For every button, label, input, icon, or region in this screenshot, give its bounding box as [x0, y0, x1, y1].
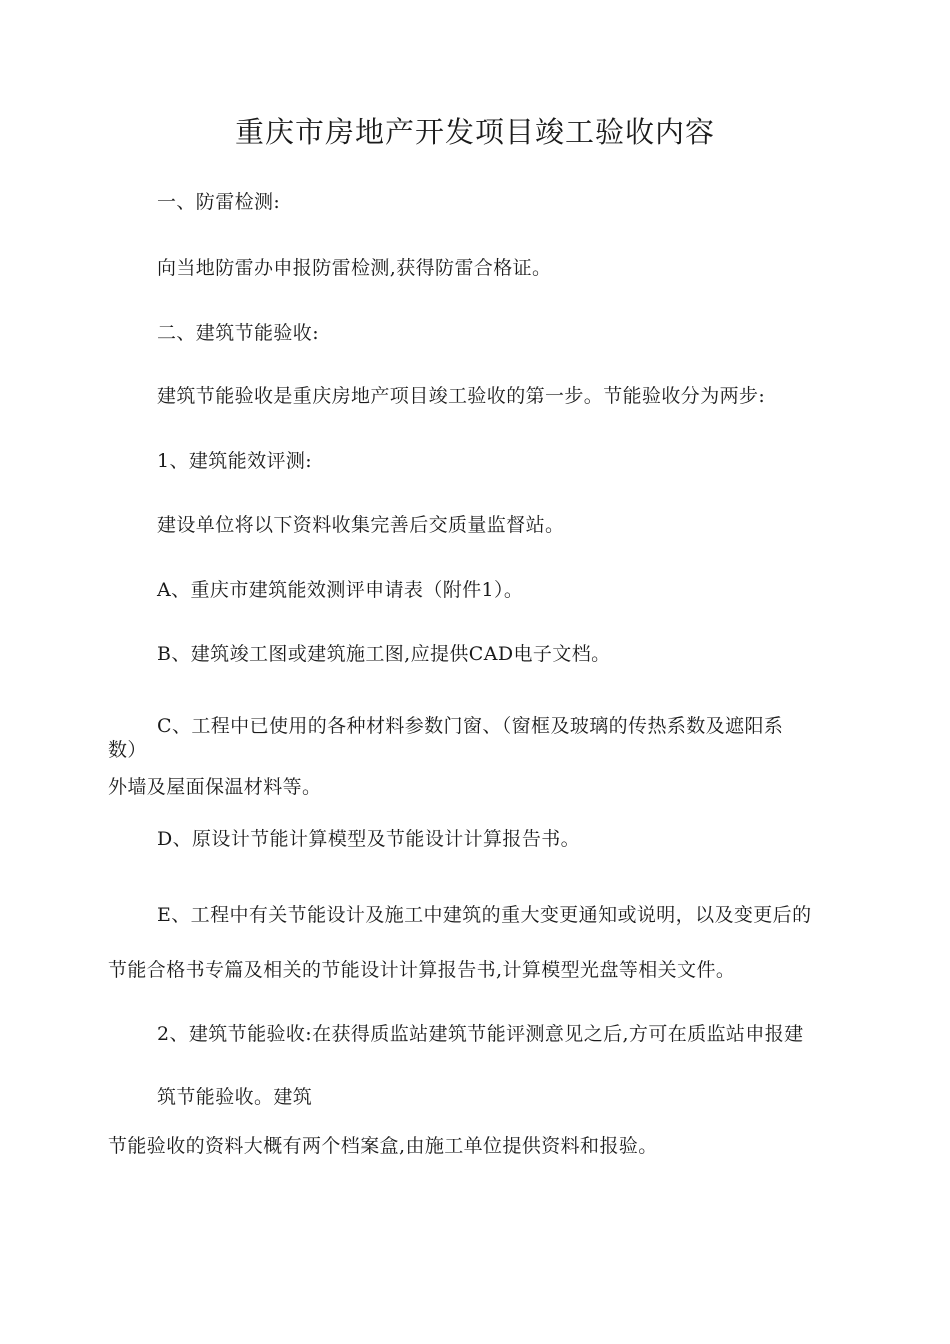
list-item-c-continued: 数） — [108, 739, 147, 761]
paragraph-energy-intro: 建筑节能验收是重庆房地产项目竣工验收的第一步。节能验收分为两步: — [157, 385, 766, 407]
subheading-energy-acceptance: 2、建筑节能验收:在获得质监站建筑节能评测意见之后,方可在质监站申报建 — [157, 1023, 804, 1045]
paragraph-submit-materials: 建设单位将以下资料收集完善后交质量监督站。 — [157, 514, 565, 536]
list-item-e-continued: 节能合格书专篇及相关的节能设计计算报告书,计算模型光盘等相关文件。 — [108, 959, 736, 981]
list-item-c-last: 外墙及屋面保温材料等。 — [108, 776, 322, 798]
list-item-a: A、重庆市建筑能效测评申请表（附件1）。 — [157, 579, 524, 601]
document-title: 重庆市房地产开发项目竣工验收内容 — [234, 115, 715, 149]
paragraph-lightning-certificate: 向当地防雷办申报防雷检测,获得防雷合格证。 — [157, 257, 552, 279]
list-item-d: D、原设计节能计算模型及节能设计计算报告书。 — [157, 828, 581, 850]
subheading-efficiency-evaluation: 1、建筑能效评测: — [157, 450, 313, 472]
list-item-c: C、工程中已使用的各种材料参数门窗、（窗框及玻璃的传热系数及遮阳系 — [157, 715, 784, 737]
heading-energy-acceptance: 二、建筑节能验收: — [157, 322, 320, 344]
paragraph-energy-acceptance-continued: 筑节能验收。建筑 — [157, 1086, 313, 1108]
heading-lightning-detection: 一、防雷检测: — [157, 191, 281, 213]
paragraph-archive-boxes: 节能验收的资料大概有两个档案盒,由施工单位提供资料和报验。 — [108, 1135, 658, 1157]
list-item-b: B、建筑竣工图或建筑施工图,应提供CAD电子文档。 — [157, 643, 611, 665]
list-item-e: E、工程中有关节能设计及施工中建筑的重大变更通知或说明，以及变更后的 — [157, 904, 812, 926]
